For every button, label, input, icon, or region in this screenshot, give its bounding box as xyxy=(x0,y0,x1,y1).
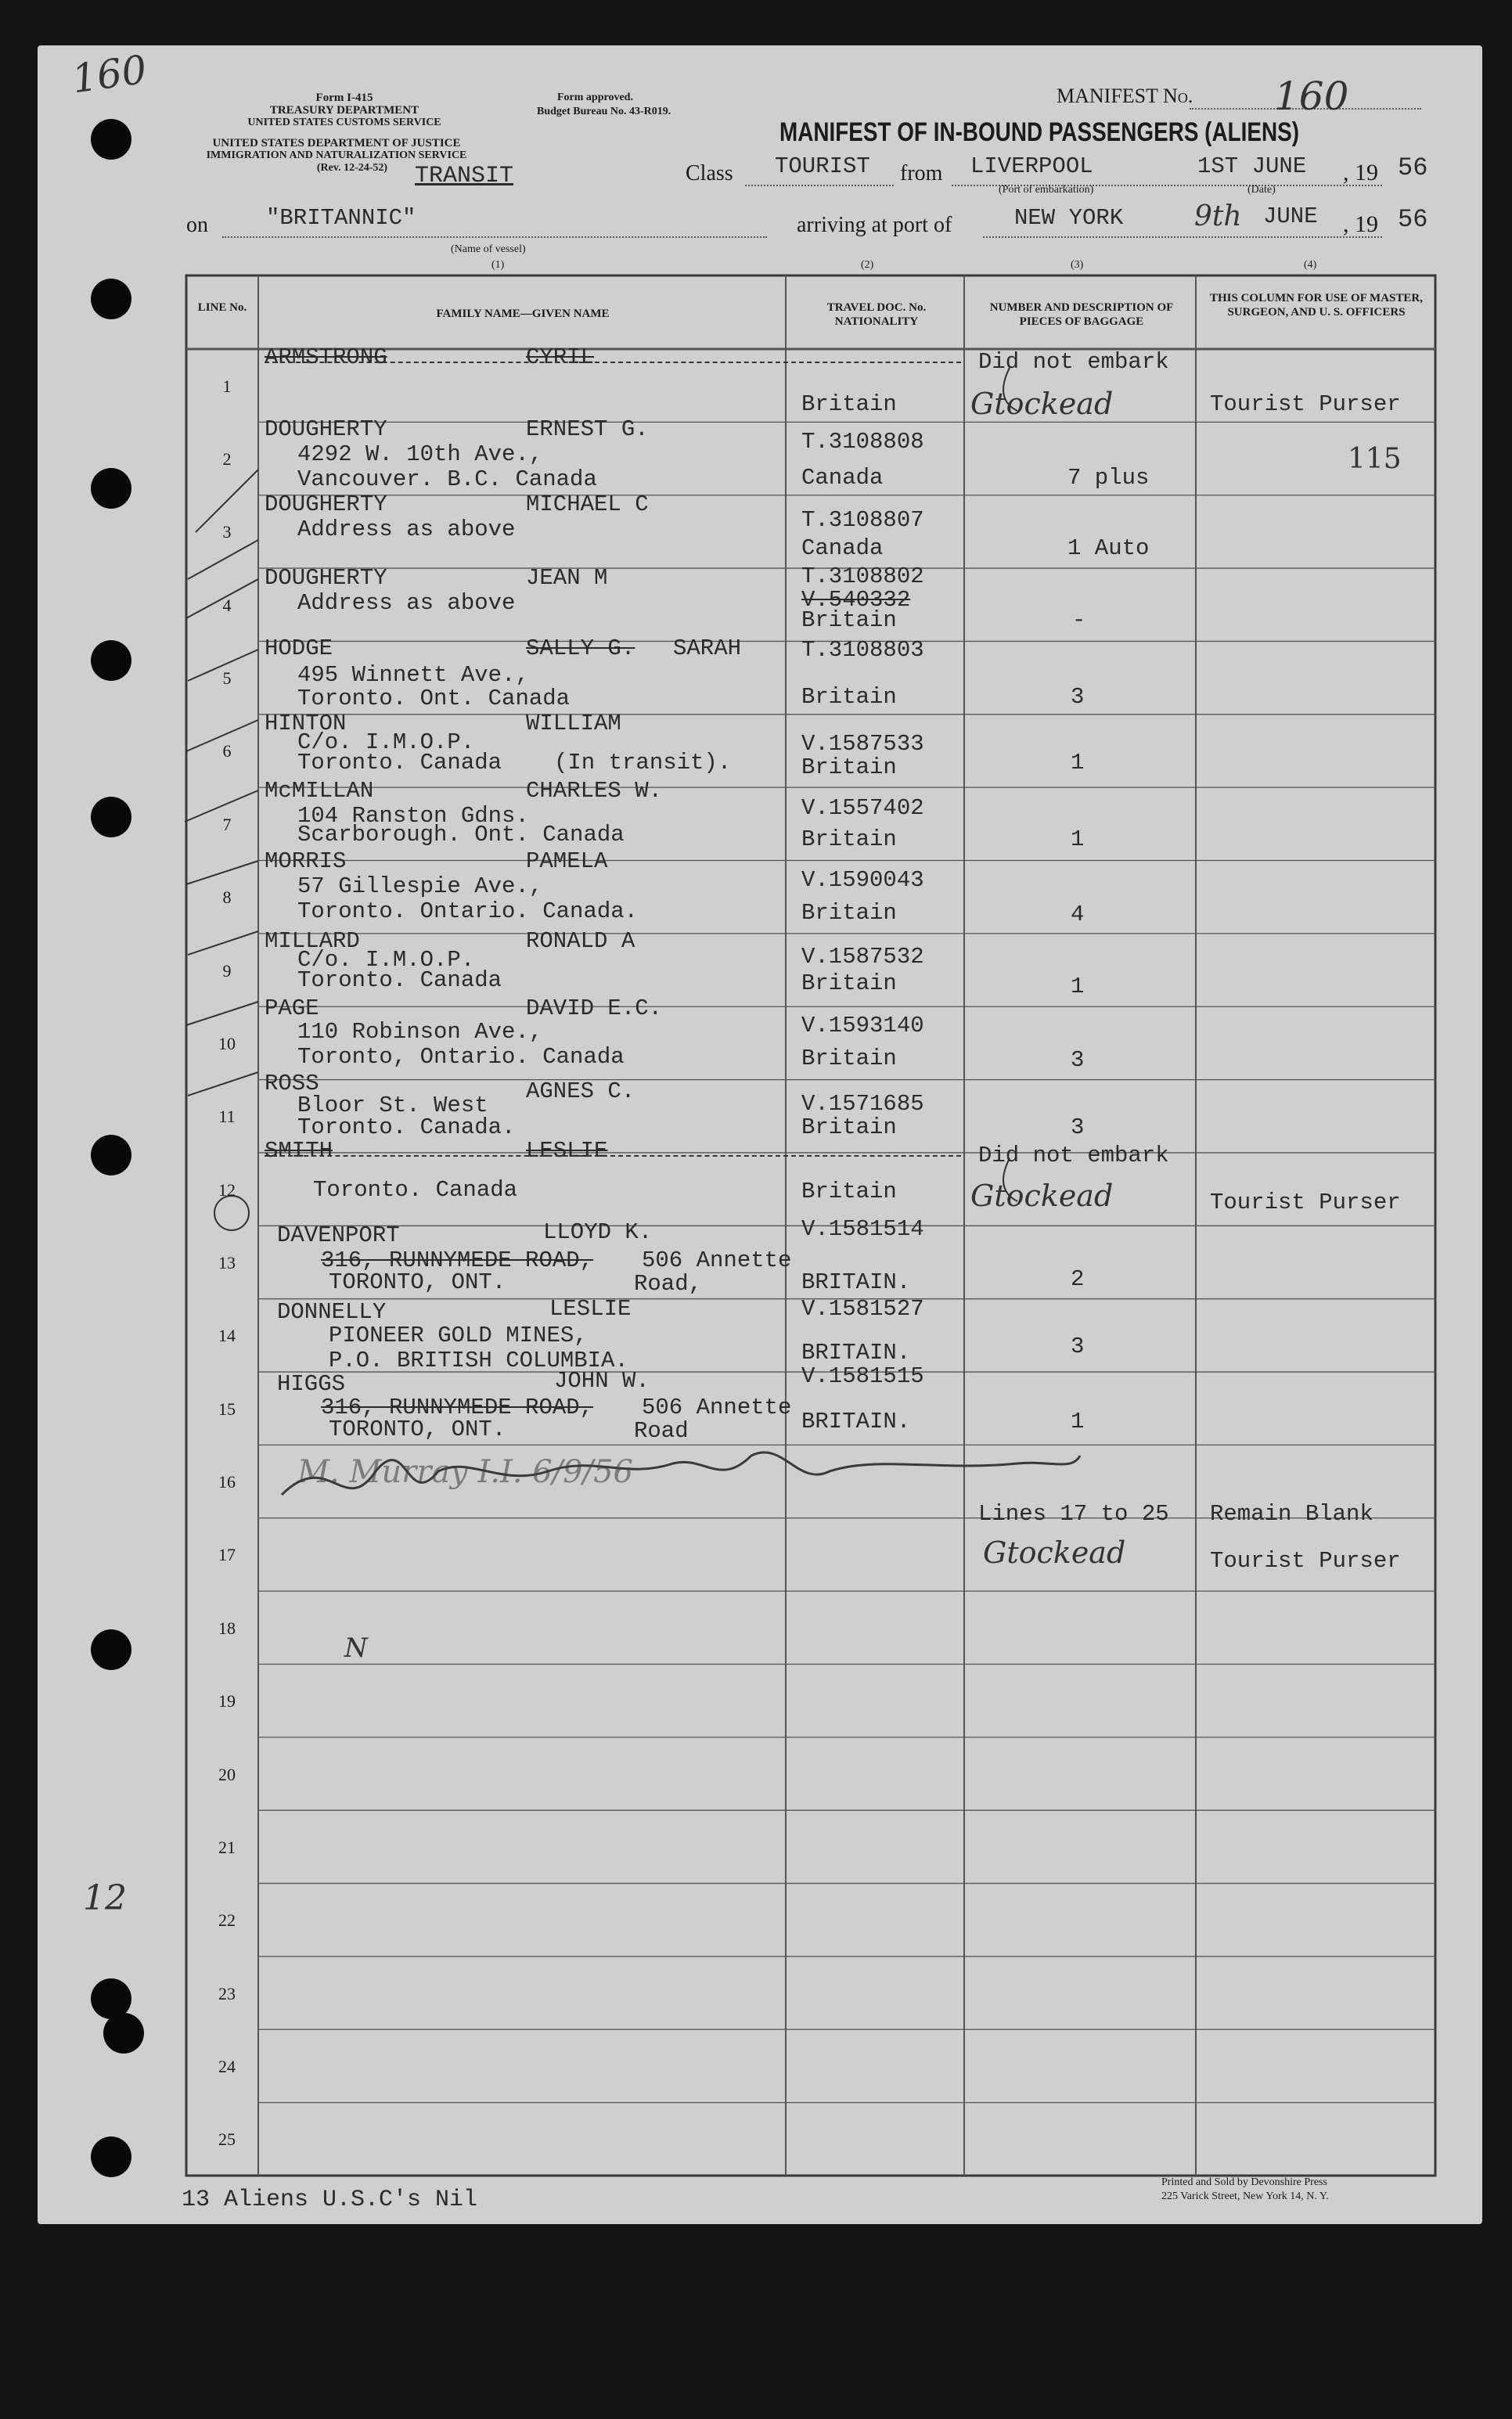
entry-millard-address: C/o. I.M.O.P. xyxy=(297,947,475,973)
entry-higgs-address-new: 506 Annette xyxy=(642,1395,792,1420)
printer-line-1: Printed and Sold by Devonshire Press xyxy=(1161,2176,1327,2188)
entry-ernest-baggage: 7 plus xyxy=(1067,465,1150,491)
entry-hinton-nationality: Britain xyxy=(801,754,897,780)
entry-michael-doc: T.3108807 xyxy=(801,507,924,533)
entry-hinton-transit: (In transit). xyxy=(554,750,732,776)
entry-davenport-doc: V.1581514 xyxy=(801,1216,924,1242)
transit-label: TRANSIT xyxy=(415,163,514,189)
entry-mcmillan-address: 104 Ranston Gdns. xyxy=(297,803,529,829)
entry-ernest-family: DOUGHERTY xyxy=(265,416,387,442)
entry-michael-address: Address as above xyxy=(297,517,516,542)
arrival-year: 56 xyxy=(1398,205,1428,234)
entry-morris-family: MORRIS xyxy=(265,848,347,874)
margin-mark: 12 xyxy=(83,1878,127,1918)
entry-smith-family: SMITH xyxy=(265,1138,333,1164)
line-number: 20 xyxy=(218,1764,236,1784)
col-header-travel: TRAVEL DOC. No. NATIONALITY xyxy=(826,301,927,328)
entry-jean-address: Address as above xyxy=(297,590,516,616)
printer-line-2: 225 Varick Street, New York 14, N. Y. xyxy=(1161,2190,1329,2202)
punch-hole xyxy=(91,1629,131,1670)
entry-davenport-family: DAVENPORT xyxy=(277,1222,400,1248)
form-customs: UNITED STATES CUSTOMS SERVICE xyxy=(247,117,441,128)
punch-hole xyxy=(91,119,131,160)
col-header-officers: THIS COLUMN FOR USE OF MASTER, SURGEON, AND U. S. OFFICERS xyxy=(1210,292,1423,319)
entry-millard-given: RONALD A xyxy=(526,928,635,954)
entry-higgs-road: Road xyxy=(634,1418,689,1444)
year-prefix-1: , 19 xyxy=(1343,160,1378,185)
entry-michael-baggage: 1 Auto xyxy=(1067,535,1150,561)
entry-higgs-doc: V.1581515 xyxy=(801,1363,924,1389)
form-rev: (Rev. 12-24-52) xyxy=(316,162,388,174)
entry-mcmillan-given: CHARLES W. xyxy=(526,778,663,804)
entry-jean-baggage: - xyxy=(1072,607,1086,633)
punch-hole xyxy=(91,2136,131,2177)
col-header-baggage: NUMBER AND DESCRIPTION OF PIECES OF BAGGAGE xyxy=(989,301,1174,328)
entry-page-nationality: Britain xyxy=(801,1046,897,1071)
vessel-caption: (Name of vessel) xyxy=(451,243,526,255)
arrival-rule xyxy=(983,236,1382,238)
entry-donnelly-address-2: P.O. BRITISH COLUMBIA. xyxy=(329,1348,628,1373)
embark-date: 1ST JUNE xyxy=(1197,153,1307,179)
line-number: 10 xyxy=(218,1033,236,1053)
entry-morris-address-2: Toronto. Ontario. Canada. xyxy=(297,898,639,924)
manifest-page xyxy=(38,45,1482,2224)
manifest-no-label: MANIFEST No. xyxy=(1057,85,1193,107)
entry-morris-address: 57 Gillespie Ave., xyxy=(297,873,543,899)
entry-millard-family: MILLARD xyxy=(265,928,360,954)
entry-page-baggage: 3 xyxy=(1071,1047,1085,1073)
entry-jean-doc: T.3108802 xyxy=(801,563,924,589)
form-ins: IMMIGRATION AND NATURALIZATION SERVICE xyxy=(206,149,467,161)
col4-number: (4) xyxy=(1304,259,1317,271)
entry-millard-address-2: Toronto. Canada xyxy=(297,967,502,993)
col1-number: (1) xyxy=(491,259,505,271)
entry-ross-given: AGNES C. xyxy=(526,1078,635,1104)
entry-ross-doc: V.1571685 xyxy=(801,1091,924,1117)
entry-michael-nationality: Canada xyxy=(801,535,884,561)
entry-michael-family: DOUGHERTY xyxy=(265,491,387,517)
line-number: 18 xyxy=(218,1618,236,1638)
entry-armstrong-baggage: Did not embark xyxy=(978,349,1169,375)
punch-hole xyxy=(91,279,131,319)
form-justice: UNITED STATES DEPARTMENT OF JUSTICE xyxy=(212,137,461,149)
entry-donnelly-family: DONNELLY xyxy=(277,1299,387,1325)
entry-morris-given: PAMELA xyxy=(526,848,608,874)
entry-armstrong-nationality: Britain xyxy=(801,391,897,417)
form-approved: Form approved. xyxy=(557,92,633,103)
arrival-port: NEW YORK xyxy=(1014,205,1124,231)
entry-hinton-address: C/o. I.M.O.P. xyxy=(297,729,475,755)
form-budget: Budget Bureau No. 43-R019. xyxy=(537,106,671,117)
entry-millard-baggage: 1 xyxy=(1071,974,1085,999)
entry-armstrong-officer: Tourist Purser xyxy=(1210,391,1401,417)
entry-armstrong-initials: Gtockead xyxy=(970,387,1114,421)
entry-page-address: 110 Robinson Ave., xyxy=(297,1019,543,1045)
entry-hinton-address-2: Toronto. Canada xyxy=(297,750,502,776)
entry-ernest-officer: 115 xyxy=(1348,443,1402,475)
col2-number: (2) xyxy=(861,259,874,271)
entry-davenport-given: LLOYD K. xyxy=(543,1219,653,1245)
line-number: 9 xyxy=(222,960,232,981)
entry-jean-doc-struck: V.540332 xyxy=(801,587,911,613)
col3-number: (3) xyxy=(1071,259,1084,271)
remain-blank-note: Remain Blank xyxy=(1210,1501,1373,1527)
line-number: 21 xyxy=(218,1837,236,1857)
mid-mark: N xyxy=(344,1632,368,1664)
entry-davenport-address-new: 506 Annette xyxy=(642,1247,792,1273)
entry-ernest-nationality: Canada xyxy=(801,465,884,491)
entry-smith-address: Toronto. Canada xyxy=(313,1177,518,1203)
line-number: 5 xyxy=(222,668,232,689)
entry-millard-doc: V.1587532 xyxy=(801,944,924,970)
line-number: 13 xyxy=(218,1253,236,1272)
form-dept: TREASURY DEPARTMENT xyxy=(269,104,419,117)
entry-hodge-doc: T.3108803 xyxy=(801,637,924,663)
entry-smith-officer: Tourist Purser xyxy=(1210,1190,1401,1215)
class-rule xyxy=(745,185,894,186)
entry-hodge-given-struck: SALLY G. xyxy=(526,635,635,661)
entry-millard-nationality: Britain xyxy=(801,970,897,996)
entry-davenport-road: Road, xyxy=(634,1271,703,1297)
manifest-title: MANIFEST OF IN-BOUND PASSENGERS (ALIENS) xyxy=(779,117,1299,147)
entry-donnelly-address: PIONEER GOLD MINES, xyxy=(329,1323,588,1348)
entry-donnelly-doc: V.1581527 xyxy=(801,1296,924,1322)
date-caption: (Date) xyxy=(1247,184,1276,196)
entry-donnelly-baggage: 3 xyxy=(1071,1334,1085,1359)
entry-hodge-family: HODGE xyxy=(265,635,333,661)
line-number: 3 xyxy=(222,522,232,542)
entry-hinton-given: WILLIAM xyxy=(526,711,621,736)
entry-hinton-baggage: 1 xyxy=(1071,750,1085,776)
entry-hinton-doc: V.1587533 xyxy=(801,731,924,757)
entry-higgs-given: JOHN W. xyxy=(554,1368,650,1394)
entry-ernest-given: ERNEST G. xyxy=(526,416,649,442)
punch-hole xyxy=(103,2013,144,2054)
entry-armstrong-given: CYRIL xyxy=(526,344,595,370)
form-number: Form I-415 xyxy=(315,92,373,104)
entry-page-address-2: Toronto, Ontario. Canada xyxy=(297,1044,625,1070)
page-number-mark: 160 xyxy=(69,46,150,103)
entry-ernest-address-2: Vancouver. B.C. Canada xyxy=(297,466,597,492)
entry-higgs-address-struck: 316, RUNNYMEDE ROAD, xyxy=(321,1395,594,1420)
class-label: Class xyxy=(686,161,733,185)
entry-ross-baggage: 3 xyxy=(1071,1114,1085,1140)
line-number: 24 xyxy=(218,2056,236,2076)
line-number: 11 xyxy=(218,1107,236,1127)
punch-hole xyxy=(91,640,131,681)
from-label: from xyxy=(900,161,943,185)
official-signature-text: M. Murray I.I. 6/9/56 xyxy=(297,1454,634,1490)
entry-hodge-address: 495 Winnett Ave., xyxy=(297,662,529,688)
year-prefix-2: , 19 xyxy=(1343,211,1378,237)
entry-mcmillan-address-2: Scarborough. Ont. Canada xyxy=(297,822,625,848)
entry-ross-address: Bloor St. West xyxy=(297,1093,488,1118)
punch-hole xyxy=(91,468,131,509)
entry-ross-address-2: Toronto. Canada. xyxy=(297,1114,516,1140)
arrival-month: JUNE xyxy=(1263,203,1318,229)
line-number: 16 xyxy=(218,1472,236,1492)
line-number: 14 xyxy=(218,1326,236,1346)
col-header-name: FAMILY NAME—GIVEN NAME xyxy=(436,308,610,320)
entry-higgs-baggage: 1 xyxy=(1071,1409,1085,1434)
entry-davenport-nationality: BRITAIN. xyxy=(801,1269,911,1295)
entry-mcmillan-doc: V.1557402 xyxy=(801,795,924,821)
port-embark-caption: (Port of embarkation) xyxy=(999,184,1094,196)
entry-mcmillan-baggage: 1 xyxy=(1071,826,1085,852)
entry-davenport-address-2: TORONTO, ONT. xyxy=(329,1269,506,1295)
punch-hole xyxy=(91,1135,131,1175)
punch-hole xyxy=(91,797,131,837)
line-number: 15 xyxy=(218,1398,236,1419)
entry-michael-given: MICHAEL C xyxy=(526,491,649,517)
entry-davenport-baggage: 2 xyxy=(1071,1266,1085,1292)
entry-ernest-doc: T.3108808 xyxy=(801,429,924,455)
vessel-rule xyxy=(222,236,767,238)
line-number: 4 xyxy=(222,595,232,615)
entry-morris-nationality: Britain xyxy=(801,900,897,926)
arriving-label: arriving at port of xyxy=(797,213,952,237)
entry-smith-given: LESLIE xyxy=(526,1138,608,1164)
entry-armstrong-family: ARMSTRONG xyxy=(265,344,387,370)
line-number: 1 xyxy=(222,376,232,396)
class-value: TOURIST xyxy=(775,153,870,179)
line-number: 22 xyxy=(218,1910,236,1931)
entry-hinton-family: HINTON xyxy=(265,711,347,736)
entry-smith-initials: Gtockead xyxy=(970,1179,1114,1213)
line-number: 6 xyxy=(222,741,232,761)
on-label: on xyxy=(186,213,208,237)
entry-hodge-address-2: Toronto. Ont. Canada xyxy=(297,686,571,711)
line-number: 12 xyxy=(218,1179,236,1200)
alien-summary: 13 Aliens U.S.C's Nil xyxy=(182,2187,478,2213)
entry-donnelly-nationality: BRITAIN. xyxy=(801,1340,911,1366)
blank-note-officer: Tourist Purser xyxy=(1210,1548,1401,1574)
entry-higgs-nationality: BRITAIN. xyxy=(801,1409,911,1434)
entry-morris-doc: V.1590043 xyxy=(801,867,924,893)
embark-year: 56 xyxy=(1398,153,1428,182)
line-number: 23 xyxy=(218,1983,236,2003)
entry-page-doc: V.1593140 xyxy=(801,1013,924,1039)
entry-hodge-baggage: 3 xyxy=(1071,684,1085,710)
entry-mcmillan-nationality: Britain xyxy=(801,826,897,852)
from-value: LIVERPOOL xyxy=(970,153,1093,179)
line-number: 17 xyxy=(218,1545,236,1565)
entry-jean-nationality: Britain xyxy=(801,607,897,633)
entry-page-family: PAGE xyxy=(265,995,319,1021)
line-number: 8 xyxy=(222,887,232,908)
entry-smith-baggage: Did not embark xyxy=(978,1143,1169,1168)
entry-smith-nationality: Britain xyxy=(801,1179,897,1204)
strike-line xyxy=(265,1155,961,1157)
entry-morris-baggage: 4 xyxy=(1071,902,1085,927)
entry-mcmillan-family: McMILLAN xyxy=(265,778,374,804)
entry-hodge-nationality: Britain xyxy=(801,684,897,710)
vessel-name: "BRITANNIC" xyxy=(266,205,416,231)
entry-ross-family: ROSS xyxy=(265,1071,319,1096)
manifest-number: 160 xyxy=(1274,74,1349,119)
blank-lines-note: Lines 17 to 25 xyxy=(978,1501,1169,1527)
line-number: 2 xyxy=(222,449,232,470)
entry-hodge-given: SARAH xyxy=(673,635,742,661)
line-number: 7 xyxy=(222,814,232,834)
entry-higgs-address-2: TORONTO, ONT. xyxy=(329,1416,506,1442)
line-number: 25 xyxy=(218,2129,236,2150)
blank-note-initials: Gtockead xyxy=(983,1535,1126,1570)
entry-higgs-family: HIGGS xyxy=(277,1371,346,1397)
entry-page-given: DAVID E.C. xyxy=(526,995,663,1021)
strike-line xyxy=(265,362,961,363)
entry-jean-family: DOUGHERTY xyxy=(265,565,387,591)
entry-ross-nationality: Britain xyxy=(801,1114,897,1140)
arrival-day: 9th xyxy=(1194,200,1242,232)
entry-jean-given: JEAN M xyxy=(526,565,608,591)
line-number: 19 xyxy=(218,1691,236,1712)
entry-davenport-address-struck: 316, RUNNYMEDE ROAD, xyxy=(321,1247,594,1273)
col-header-line-no: LINE No. xyxy=(197,301,247,314)
entry-ernest-address: 4292 W. 10th Ave., xyxy=(297,441,543,467)
entry-donnelly-given: LESLIE xyxy=(549,1296,632,1322)
